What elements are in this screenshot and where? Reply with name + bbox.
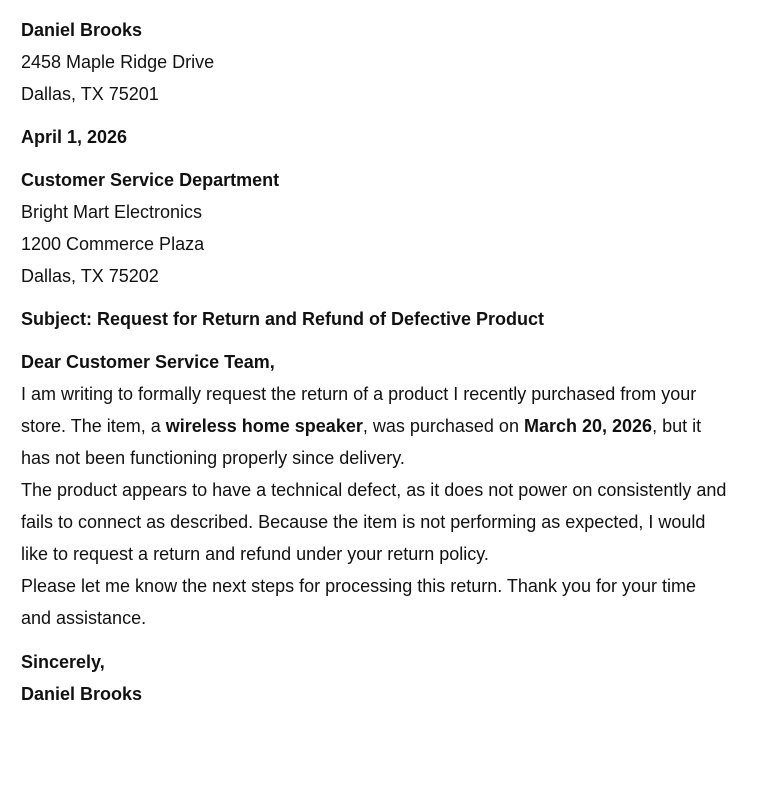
closing-block: [21, 646, 751, 710]
recipient-address-block: [21, 164, 751, 292]
sender-name: Daniel Brooks: [21, 20, 143, 40]
recipient-street: 1200 Commerce Plaza: [21, 234, 205, 254]
subject-block: [21, 303, 751, 335]
body-paragraph-2: The product appears to have a technical defect, as it does not power on consistently and fails to connect as described. Because the item is not performing as expected, I would like to request a return and refund under your return policy.: [21, 480, 727, 564]
paragraph-1-text-b: , was purchased on: [362, 416, 524, 436]
recipient-department: Customer Service Department: [21, 170, 280, 190]
closing: Sincerely,: [21, 652, 105, 672]
product-name: wireless home speaker: [165, 416, 363, 436]
recipient-city-line: Dallas, TX 75202: [21, 266, 159, 286]
letter-date: April 1, 2026: [21, 127, 128, 147]
salutation: Dear Customer Service Team,: [21, 352, 275, 372]
body-paragraph-3: Please let me know the next steps for processing this return. Thank you for your time and assistance.: [21, 576, 696, 628]
sender-street: 2458 Maple Ridge Drive: [21, 52, 215, 72]
salutation-block: [21, 346, 751, 378]
recipient-company: Bright Mart Electronics: [21, 202, 203, 222]
date-block: [21, 121, 751, 153]
signature-name: Daniel Brooks: [21, 684, 143, 704]
sender-address-block: [21, 14, 751, 110]
subject-line: Subject: Request for Return and Refund of Defective Product: [21, 309, 545, 329]
body-paragraph-1: [21, 378, 733, 474]
sender-city-line: Dallas, TX 75201: [21, 84, 159, 104]
paragraph-1-text-a: I am writing to formally request the return of a product I recently purchased from your store. The item, a: [21, 384, 697, 436]
purchase-date: March 20, 2026: [523, 416, 653, 436]
paragraph-1-text-c: , but it has not been functioning properly since delivery.: [21, 416, 702, 468]
letter-document: [21, 14, 751, 710]
